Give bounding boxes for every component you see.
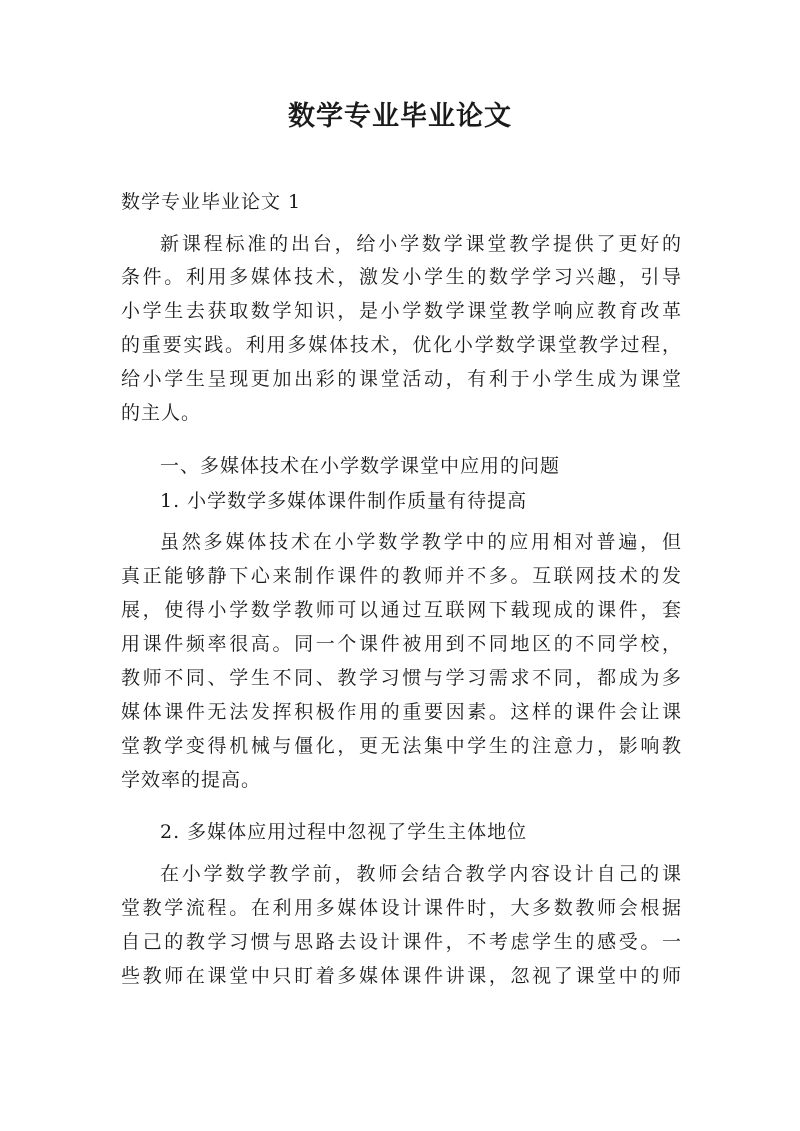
paragraph-line: 媒体课件无法发挥积极作用的重要因素。这样的课件会让课 bbox=[121, 701, 681, 723]
paragraph-line: 用课件频率很高。同一个课件被用到不同地区的不同学校， bbox=[121, 633, 681, 655]
paragraph-line: 展，使得小学数学教师可以通过互联网下载现成的课件，套 bbox=[121, 599, 681, 621]
paragraph-line: 小学生去获取数学知识，是小学数学课堂教学响应教育改革 bbox=[121, 300, 681, 322]
paragraph-line: 教师不同、学生不同、教学习惯与学习需求不同，都成为多 bbox=[121, 667, 681, 689]
paragraph-line: 真正能够静下心来制作课件的教师并不多。互联网技术的发 bbox=[121, 565, 681, 587]
paragraph-line: 的主人。 bbox=[121, 402, 202, 424]
paragraph-line: 的重要实践。利用多媒体技术，优化小学数学课堂教学过程， bbox=[121, 334, 681, 356]
section-subheading: 一、多媒体技术在小学数学课堂中应用的问题 bbox=[160, 455, 561, 477]
paragraph-line: 些教师在课堂中只盯着多媒体课件讲课，忽视了课堂中的师 bbox=[121, 965, 681, 987]
paragraph-line: 给小学生呈现更加出彩的课堂活动，有利于小学生成为课堂 bbox=[121, 368, 681, 390]
document-title: 数学专业毕业论文 bbox=[288, 101, 512, 132]
paragraph-line: 新课程标准的出台，给小学数学课堂教学提供了更好的 bbox=[160, 233, 681, 255]
paragraph-line: 堂教学变得机械与僵化，更无法集中学生的注意力，影响教 bbox=[121, 735, 681, 757]
section-subheading: 1. 小学数学多媒体课件制作质量有待提高 bbox=[160, 490, 528, 512]
paragraph-line: 条件。利用多媒体技术，激发小学生的数学学习兴趣，引导 bbox=[121, 266, 681, 288]
section-subheading: 2. 多媒体应用过程中忽视了学生主体地位 bbox=[160, 821, 528, 843]
paragraph-line: 在小学数学教学前，教师会结合教学内容设计自己的课 bbox=[160, 863, 681, 885]
paragraph-line: 自己的教学习惯与思路去设计课件，不考虑学生的感受。一 bbox=[121, 931, 681, 953]
section-heading: 数学专业毕业论文 1 bbox=[121, 191, 302, 213]
paragraph-line: 学效率的提高。 bbox=[121, 769, 262, 791]
paragraph-line: 堂教学流程。在利用多媒体设计课件时，大多数教师会根据 bbox=[121, 897, 681, 919]
paragraph-line: 虽然多媒体技术在小学数学教学中的应用相对普遍，但 bbox=[160, 531, 681, 553]
